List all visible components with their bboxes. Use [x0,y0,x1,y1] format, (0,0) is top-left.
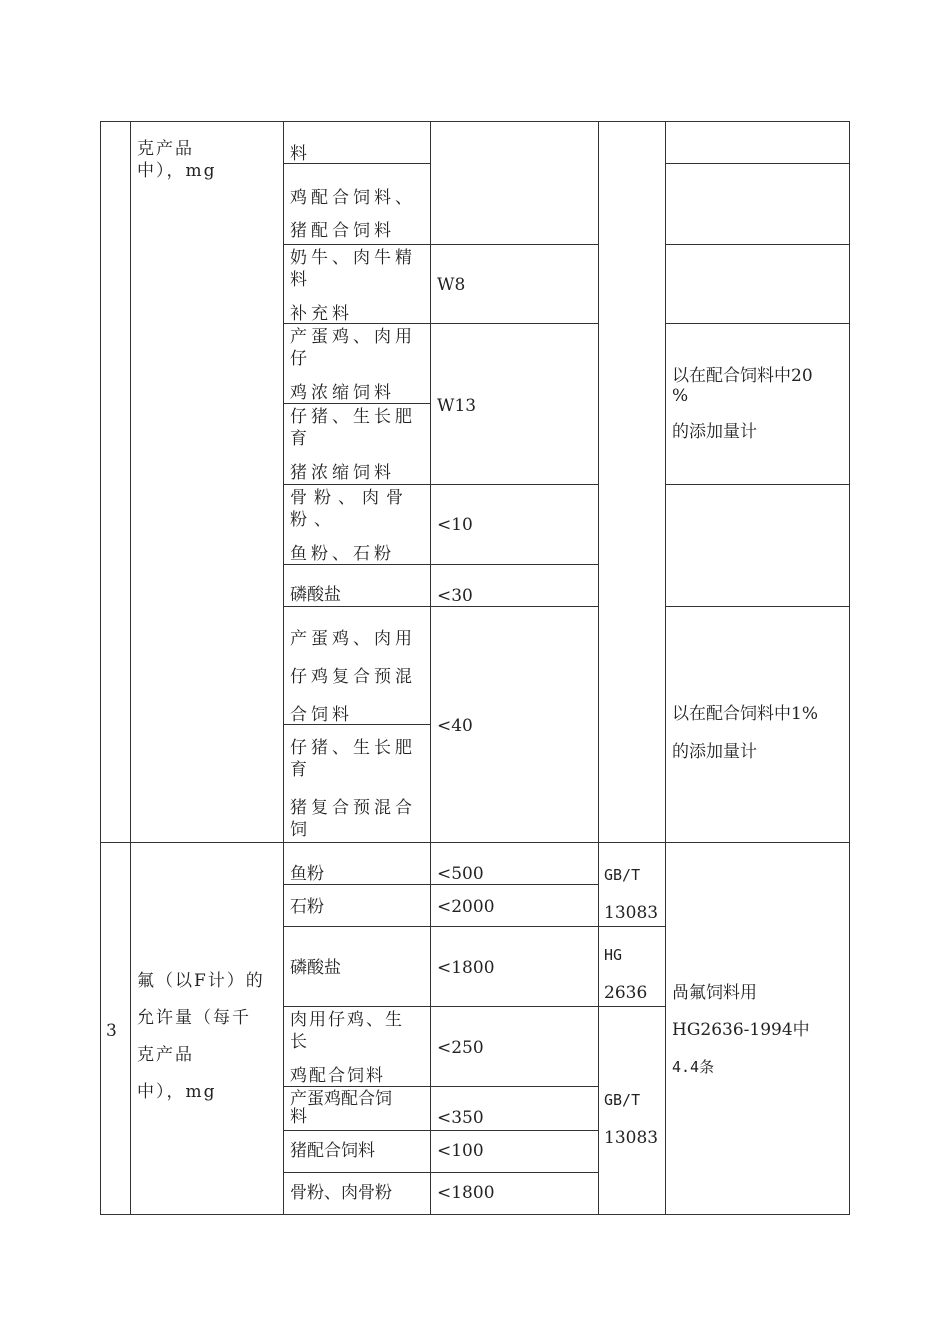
feed-type-cell [290,896,428,918]
note-line: HG2636-1994中 [672,1020,810,1040]
col-divider-5 [665,121,666,1215]
feed-type-line: 料 [290,270,311,290]
feed-type-line: 料 [290,144,311,163]
row-line [665,244,850,245]
feed-type-line: 磷酸盐 [290,958,341,978]
row-line [665,163,850,164]
row-line [430,564,599,565]
method-cell [604,856,664,932]
method-line: GB/T [604,866,641,884]
limit-value: W13 [437,396,477,416]
row-line [665,484,850,485]
feed-type-line: 鱼粉 [290,864,324,884]
row-line [283,1086,431,1087]
col-divider-3 [430,121,431,1215]
feed-type-cell [290,143,428,163]
method-line: HG [604,946,623,964]
col-divider-4 [598,121,599,1215]
table-border-left [100,121,101,1215]
feed-type-cell [290,620,428,724]
item-unit-line: 克产品 [137,139,194,159]
feed-type-cell [290,1182,428,1204]
feed-type-line: 仔 [290,349,311,369]
feed-type-cell [290,1140,428,1162]
row-line [430,1086,599,1087]
feed-type-line: 猪浓缩饲料 [290,463,395,483]
item-unit-cell [137,138,277,182]
feed-type-line: 粉、 [290,510,338,530]
feed-type-line: 料 [290,1107,307,1127]
row-line [283,724,431,725]
item-name-line: 中），mg [137,1082,217,1102]
feed-type-cell [290,487,428,564]
method-line: GB/T [604,1091,641,1109]
feed-type-cell [290,737,428,841]
feed-type-cell [290,957,428,979]
feed-type-cell [290,1009,428,1086]
limit-value: <2000 [437,897,495,917]
feed-type-line: 鸡配合饲料 [290,1066,385,1086]
table-border-top [100,121,850,122]
note-line: 4.4条 [672,1058,715,1076]
limit-value: <1800 [437,958,495,978]
row-line [283,606,431,607]
row-line [283,403,431,404]
note-line: 咼氟饲料用 [672,983,757,1003]
method-line: 2636 [604,983,648,1003]
method-line: 13083 [604,903,659,923]
feed-type-line: 育 [290,429,311,449]
feed-type-line: 猪配合饲料 [290,221,395,241]
feed-type-cell [290,247,428,323]
row-line [283,244,431,245]
row-line [283,323,431,324]
note-cell [672,695,844,771]
table-border-right [849,121,850,1215]
feed-type-line: 奶牛、肉牛精 [290,248,416,268]
row-line [283,926,599,927]
feed-type-line: 肉用仔鸡、生 [290,1010,404,1030]
limit-value: <350 [437,1108,484,1128]
feed-type-cell [290,180,428,243]
limit-value: <30 [437,586,473,606]
feed-type-line: 猪复合预混合 [290,798,416,818]
feed-type-cell [290,863,428,885]
feed-type-line: 猪配合饲料 [290,1141,375,1161]
section-divider [100,842,850,843]
limit-value: W8 [437,275,466,295]
row-line [283,1172,599,1173]
feed-type-line: 合饲料 [290,705,353,724]
row-line [283,1130,599,1131]
feed-type-cell [290,1088,428,1130]
row-line [283,564,431,565]
feed-type-line: 骨粉、肉骨粉 [290,1183,392,1203]
note-cell [672,364,844,444]
note-cell [672,975,844,1086]
limit-value: <1800 [437,1183,495,1203]
limit-value: <100 [437,1141,484,1161]
feed-type-line: 鱼粉、石粉 [290,544,395,564]
feed-type-cell [290,326,428,403]
limit-value: <40 [437,716,473,736]
item-name-cell [137,963,279,1111]
row-index: 3 [106,1021,117,1041]
row-line [430,323,599,324]
feed-type-line: 骨粉、肉骨 [290,488,410,508]
feed-type-line: 补充料 [290,304,353,323]
feed-type-line: 长 [290,1032,309,1052]
row-line [665,606,850,607]
row-line [430,484,599,485]
note-line: % [672,386,689,406]
feed-type-line: 仔鸡复合预混 [290,667,416,687]
feed-type-line: 石粉 [290,897,324,917]
feed-type-cell [290,406,428,484]
feed-type-line: 饲 [290,820,311,840]
row-line [283,484,431,485]
note-line: 以在配合饲料中1% [672,704,818,724]
col-divider-2 [283,121,284,1215]
feed-type-line: 产蛋鸡、肉用 [290,629,416,649]
method-cell [604,936,664,1012]
note-line: 的添加量计 [672,742,757,762]
feed-type-line: 磷酸盐 [290,585,341,605]
limit-value: <500 [437,864,484,884]
item-name-line: 氟（以F计）的 [137,971,265,991]
feed-type-line: 鸡配合饲料、 [290,188,416,208]
method-line: 13083 [604,1128,659,1148]
feed-type-line: 产蛋鸡、肉用 [290,327,416,347]
note-line: 以在配合饲料中20 [672,366,813,386]
feed-type-line: 仔猪、生长肥 [290,738,416,758]
feed-type-line: 仔猪、生长肥 [290,407,416,427]
feed-type-line: 产蛋鸡配合饲 [290,1089,392,1109]
feed-type-line: 育 [290,760,311,780]
col-divider-1 [130,121,131,1215]
method-cell [604,1081,664,1157]
note-line: 的添加量计 [672,422,757,442]
limit-value: <10 [437,515,473,535]
row-line [283,163,431,164]
feed-type-line: 鸡浓缩饲料 [290,383,395,403]
item-name-line: 允许量（每千 [137,1008,251,1028]
limit-value: <250 [437,1038,484,1058]
row-line [430,244,599,245]
feed-type-cell [290,584,428,606]
table-border-bottom [100,1214,850,1215]
item-name-line: 克产品 [137,1045,194,1065]
row-line [665,323,850,324]
item-unit-line: 中），mg [137,161,217,181]
